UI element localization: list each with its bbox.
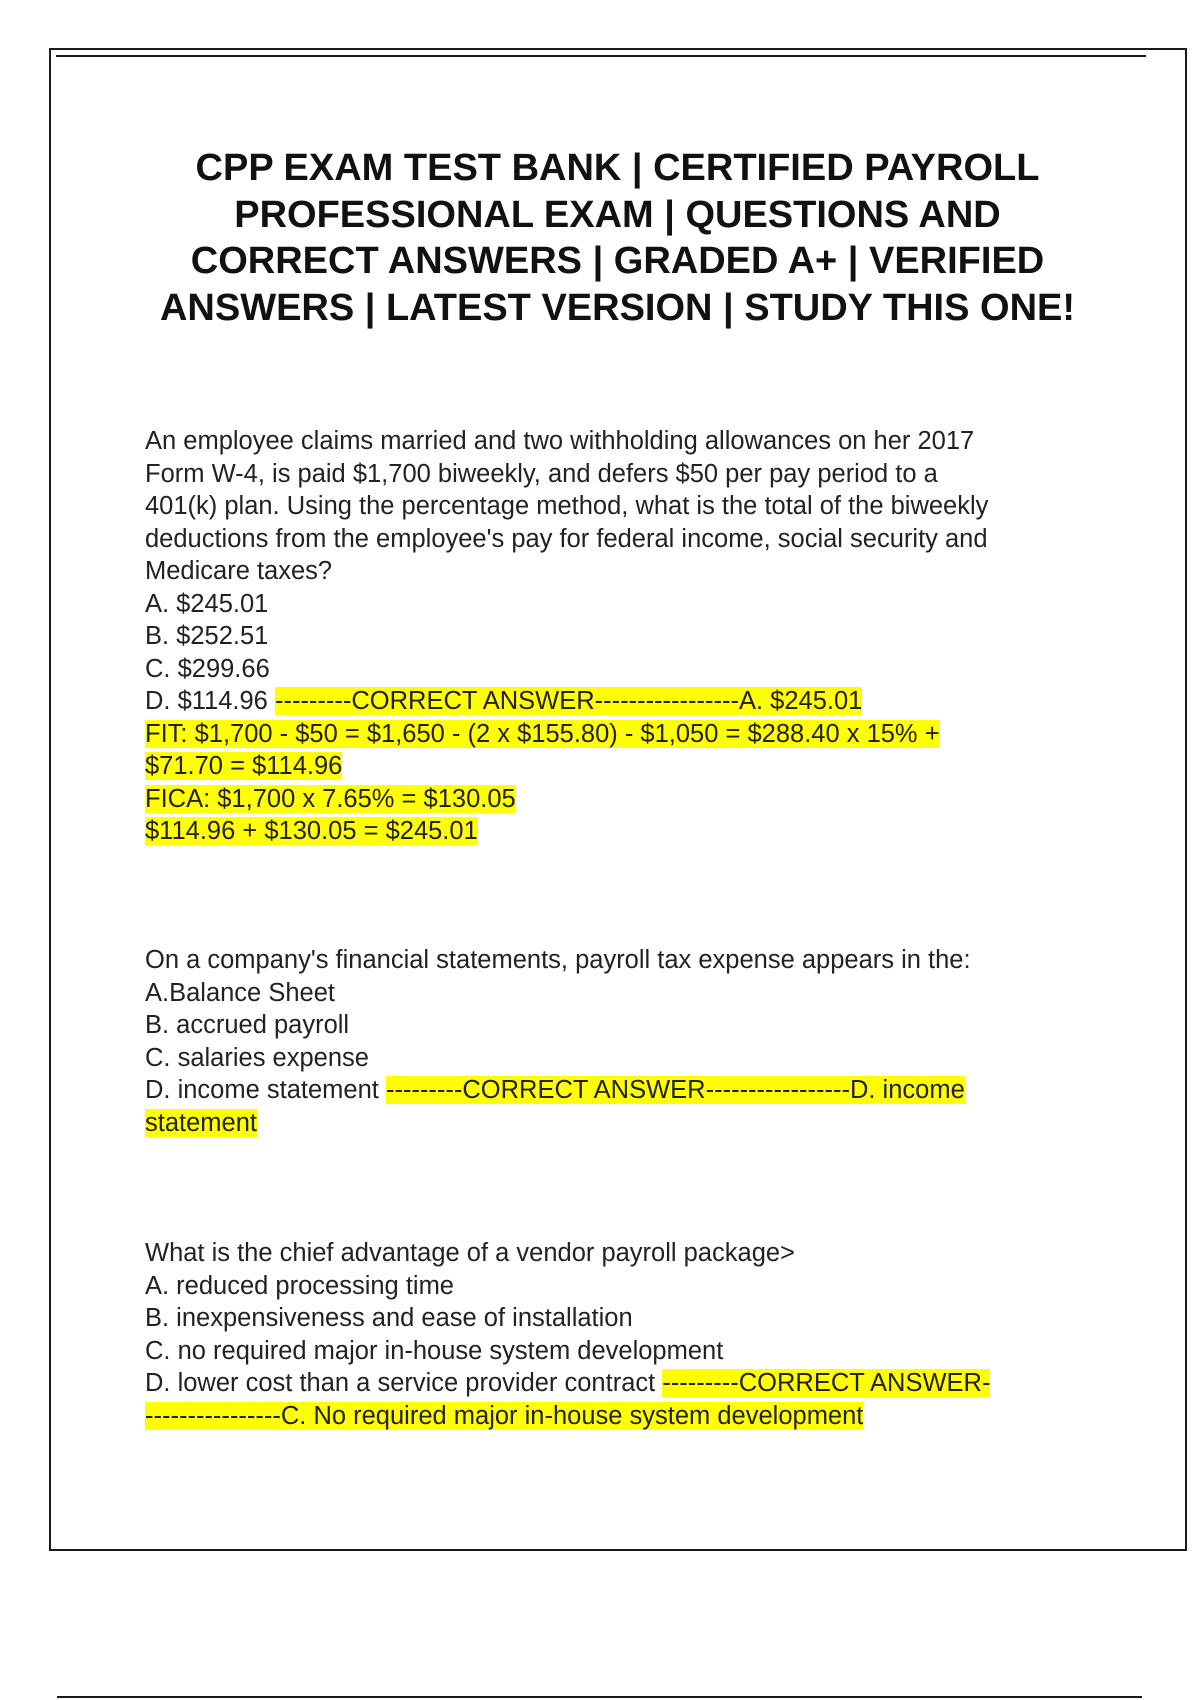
question-1-option-d: D. $114.96 (145, 687, 268, 715)
question-1-stem-line: Form W-4, is paid $1,700 biweekly, and defers $50 per pay period to a (145, 459, 938, 488)
question-1-option-c: C. $299.66 (145, 654, 270, 683)
question-2 (145, 944, 1085, 1139)
question-1-stem-line: Medicare taxes? (145, 557, 333, 585)
question-3-option-d-row (145, 1367, 1085, 1400)
question-2-option-c: C. salaries expense (145, 1043, 369, 1072)
question-1-explanation-row (145, 718, 1085, 751)
question-1-explanation-line: $71.70 = $114.96 (145, 752, 343, 780)
question-3-answer-continuation: ----------------C. No required major in-house system development (145, 1401, 864, 1430)
question-1 (145, 425, 1085, 848)
question-3-option-d: D. lower cost than a service provider contract (145, 1369, 656, 1397)
question-2-option-a: A.Balance Sheet (145, 978, 335, 1007)
question-3 (145, 1237, 1085, 1432)
bottom-rule (57, 1696, 1142, 1698)
question-2-option-d: D. income statement (145, 1076, 379, 1104)
question-1-option-a: A. $245.01 (145, 589, 269, 618)
question-2-answer-continuation-row (145, 1107, 1085, 1140)
question-1-explanation-row (145, 815, 1085, 848)
question-1-explanation-line: FIT: $1,700 - $50 = $1,650 - (2 x $155.80) - $1,050 = $288.40 x 15% + (145, 719, 940, 748)
question-3-correct-answer: ---------CORRECT ANSWER- (662, 1369, 991, 1397)
question-3-option-a: A. reduced processing time (145, 1271, 454, 1300)
document-title: CPP EXAM TEST BANK | CERTIFIED PAYROLL PROFESSIONAL EXAM | QUESTIONS AND CORRECT ANSWERS | GRADED A+ | VERIFIED ANSWERS | LATEST VERSION | STUDY THIS ONE! (159, 147, 1076, 329)
question-1-stem-line: 401(k) plan. Using the percentage method, what is the total of the biweekly (145, 492, 989, 520)
question-1-option-b: B. $252.51 (145, 622, 269, 650)
question-2-correct-answer: ---------CORRECT ANSWER-----------------D. income (385, 1076, 965, 1104)
question-1-explanation-row (145, 783, 1085, 816)
question-1-option-d-row (145, 685, 1085, 718)
question-3-option-c: C. no required major in-house system development (145, 1336, 724, 1365)
question-1-stem-line: deductions from the employee's pay for federal income, social security and (145, 524, 988, 553)
question-1-explanation-line: FICA: $1,700 x 7.65% = $130.05 (145, 784, 516, 813)
question-2-option-d-row (145, 1074, 1085, 1107)
question-1-correct-answer: ---------CORRECT ANSWER-----------------A. $245.01 (274, 687, 863, 715)
top-rule (56, 55, 1146, 57)
question-1-explanation-line: $114.96 + $130.05 = $245.01 (145, 817, 478, 845)
question-2-answer-continuation: statement (145, 1108, 257, 1137)
question-3-answer-continuation-row (145, 1400, 1085, 1433)
question-1-explanation-row (145, 750, 1085, 783)
question-3-option-b: B. inexpensiveness and ease of installation (145, 1304, 633, 1332)
question-2-stem-line: On a company's financial statements, payroll tax expense appears in the: (145, 946, 971, 974)
question-3-stem-line: What is the chief advantage of a vendor payroll package> (145, 1239, 795, 1267)
question-1-stem-line: An employee claims married and two withholding allowances on her 2017 (145, 427, 975, 455)
question-2-option-b: B. accrued payroll (145, 1011, 350, 1039)
